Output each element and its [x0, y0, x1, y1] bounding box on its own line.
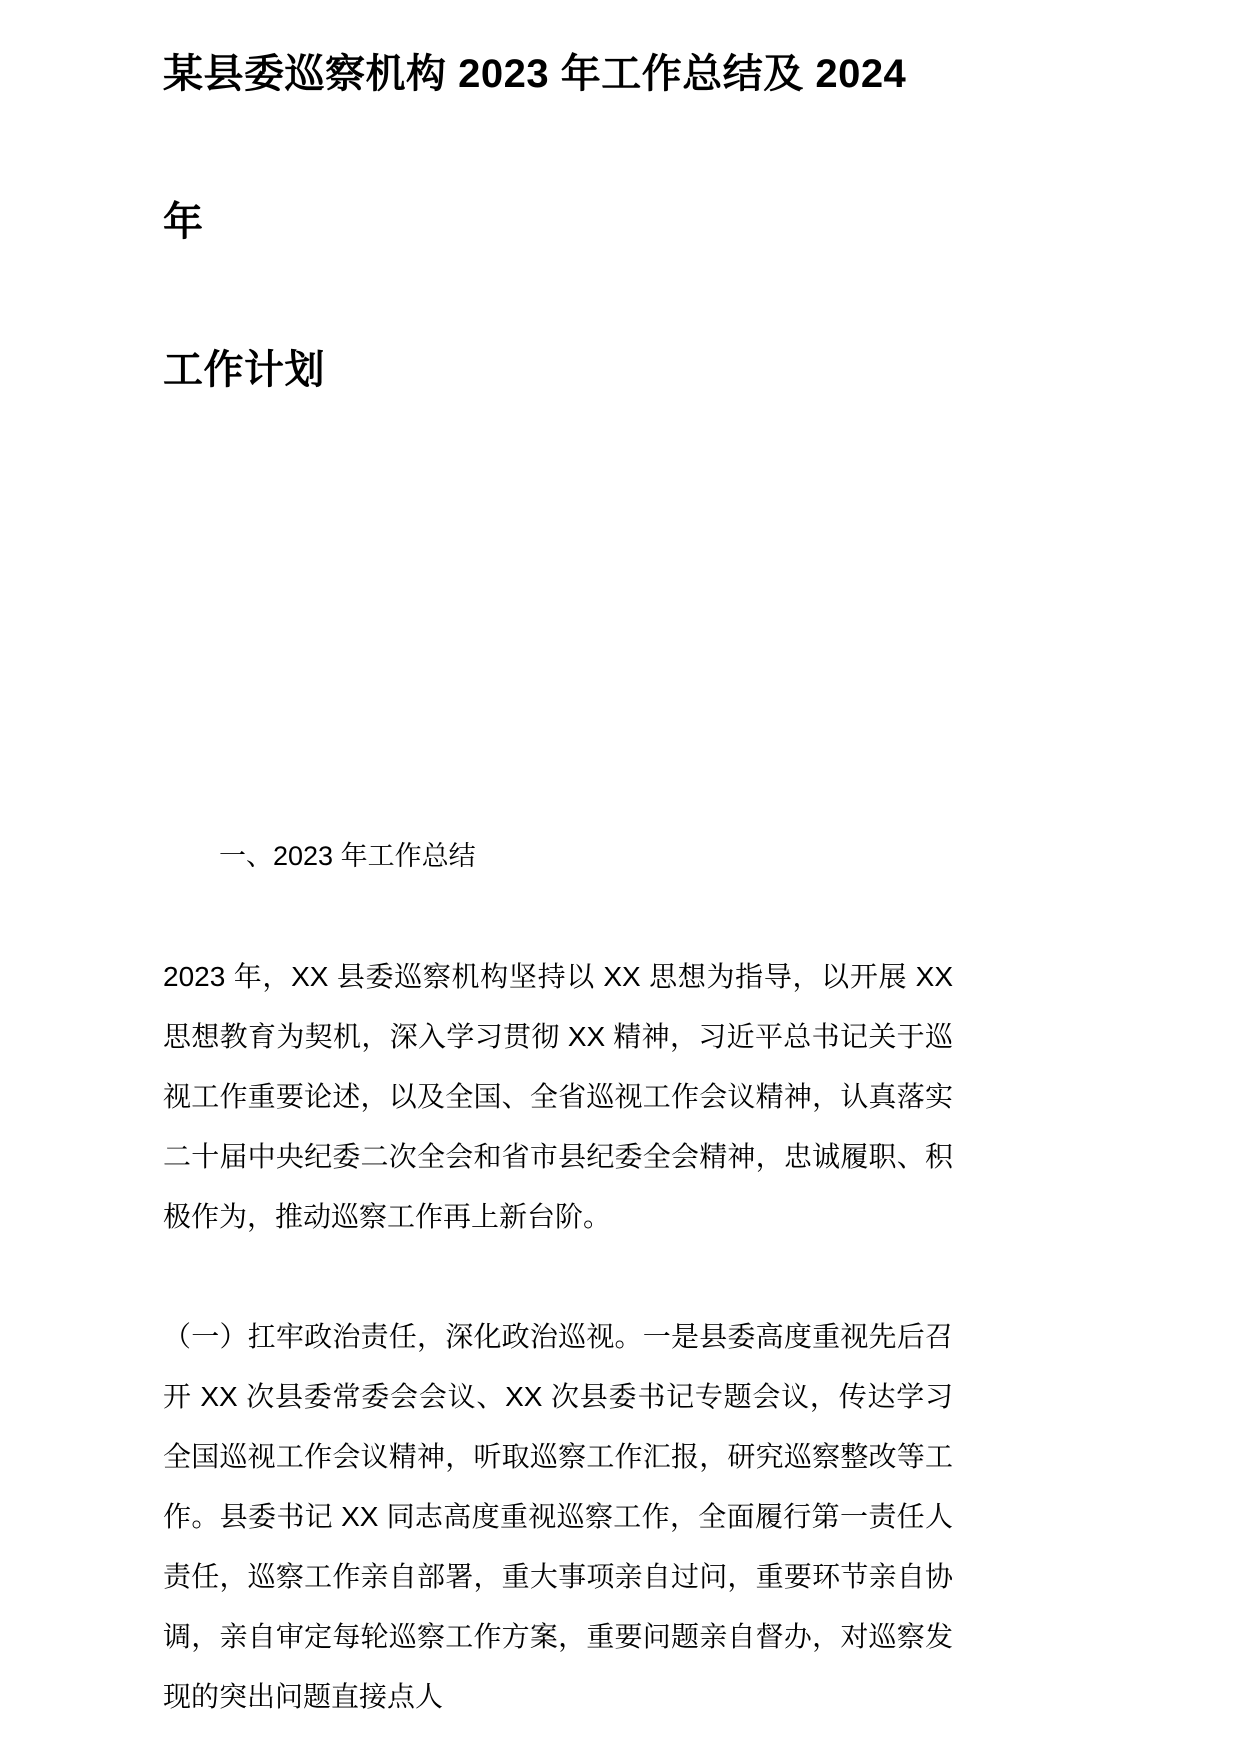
page-title: [163, 0, 953, 444]
title-body-spacer: [163, 444, 953, 836]
page-title-line-2: 工作计划: [163, 348, 325, 392]
paragraph-spacer: [163, 1247, 953, 1307]
document-content: [163, 0, 953, 1727]
body-paragraph: 2023 年，XX 县委巡察机构坚持以 XX 思想为指导，以开展 XX 思想教育为契机，深入学习贯彻 XX 精神，习近平总书记关于巡视工作重要论述，以及全国、全省巡视工作会议精神，认真落实二十届中央纪委二次全会和省市县纪委全会精神，忠诚履职、积极作为，推动巡察工作再上新台阶。: [163, 960, 953, 1232]
heading-paragraph-spacer: [163, 877, 953, 947]
body-paragraph: （一）扛牢政治责任，深化政治巡视。一是县委高度重视先后召开 XX 次县委常委会会议、XX 次县委书记专题会议，传达学习全国巡视工作会议精神，听取巡察工作汇报，研究巡察整改等工作。县委书记 XX 同志高度重视巡察工作，全面履行第一责任人责任，巡察工作亲自部署，重大事项亲自过问，重要环节亲自协调，亲自审定每轮巡察工作方案，重要问题亲自督办，对巡察发现的突出问题直接点人: [163, 1320, 953, 1712]
section-heading-2023-summary: 一、2023 年工作总结: [219, 841, 476, 871]
page-title-line-1: 某县委巡察机构 2023 年工作总结及 2024 年: [163, 52, 907, 244]
